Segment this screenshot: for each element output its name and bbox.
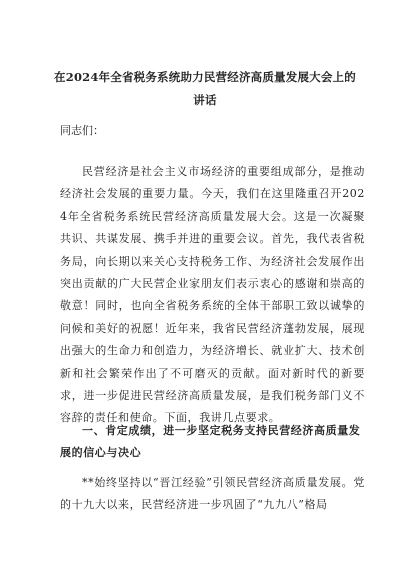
paragraph-1: 民营经济是社会主义市场经济的重要组成部分，是推动经济社会发展的重要力量。今天，我们在这里隆重召开2024年全省税务系统民营经济高质量发展大会。这是一次凝聚共识、共谋发展、携手并进的重要会议。首先，我代表省税务局，向长期以来关心支持税务工作、为经济社会发展作出突出贡献的广大民营企业家朋友们表示衷心的感谢和崇高的敬意！同时，也向全省税务系统的全体干部职工致以诚挚的问候和美好的祝愿！近年来，我省民营经济蓬勃发展，展现出强大的生命力和创造力，为经济增长、就业扩大、技术创新和社会繁荣作出了不可磨灭的贡献。面对新时代的新要求，进一步促进民营经济高质量发展，是我们税务部门义不容辞的责任和使命。下面，我讲几点要求。 xyxy=(60,165,365,425)
greeting: 同志们： xyxy=(60,124,104,137)
title-line-2: 讲话 xyxy=(193,93,217,107)
paragraph-2: **始终坚持以“晋江经验”引领民营经济高质量发展。党的十九大以来，民营经济进一步巩固了“九九八”格局 xyxy=(60,476,365,512)
title-line-1: 在2024年全省税务系统助力民营经济高质量发展大会上的 xyxy=(54,70,356,84)
section-1-heading: 一、肯定成绩，进一步坚定税务支持民营经济高质量发展的信心与决心 xyxy=(60,424,361,460)
document-title xyxy=(40,66,370,112)
